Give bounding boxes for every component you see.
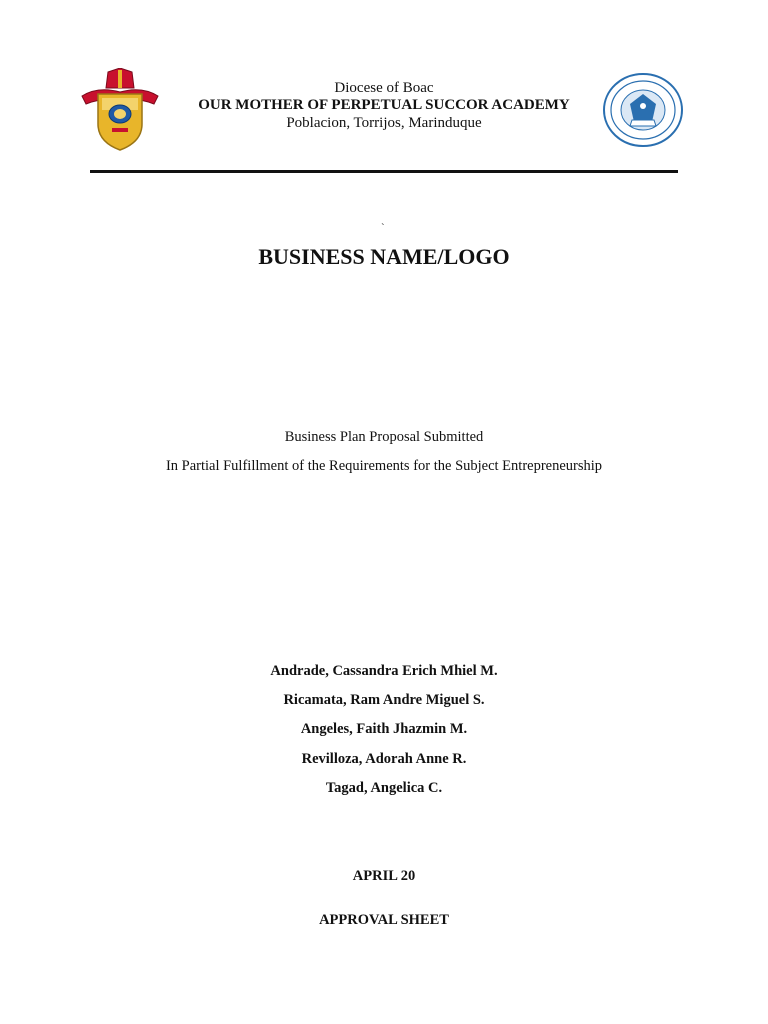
school-name: OUR MOTHER OF PERPETUAL SUCCOR ACADEMY bbox=[198, 97, 570, 113]
author-name: Andrade, Cassandra Erich Mhiel M. bbox=[270, 663, 498, 679]
section-heading: APPROVAL SHEET bbox=[319, 912, 449, 928]
author-name: Revilloza, Adorah Anne R. bbox=[301, 751, 467, 767]
stray-mark: ` bbox=[381, 222, 385, 234]
subtitle-line-2: In Partial Fulfillment of the Requirements for the Subject Entrepreneurship bbox=[165, 458, 603, 474]
header-divider bbox=[90, 170, 678, 173]
subtitle-line-1: Business Plan Proposal Submitted bbox=[284, 429, 484, 445]
author-name: Angeles, Faith Jhazmin M. bbox=[300, 721, 468, 737]
diocese-name: Diocese of Boac bbox=[334, 80, 434, 96]
school-seal-icon bbox=[602, 72, 684, 148]
submission-date: APRIL 20 bbox=[352, 868, 416, 884]
author-name: Ricamata, Ram Andre Miguel S. bbox=[283, 692, 485, 708]
document-title: BUSINESS NAME/LOGO bbox=[258, 244, 510, 269]
author-name: Tagad, Angelica C. bbox=[325, 780, 443, 796]
school-address: Poblacion, Torrijos, Marinduque bbox=[286, 115, 482, 131]
